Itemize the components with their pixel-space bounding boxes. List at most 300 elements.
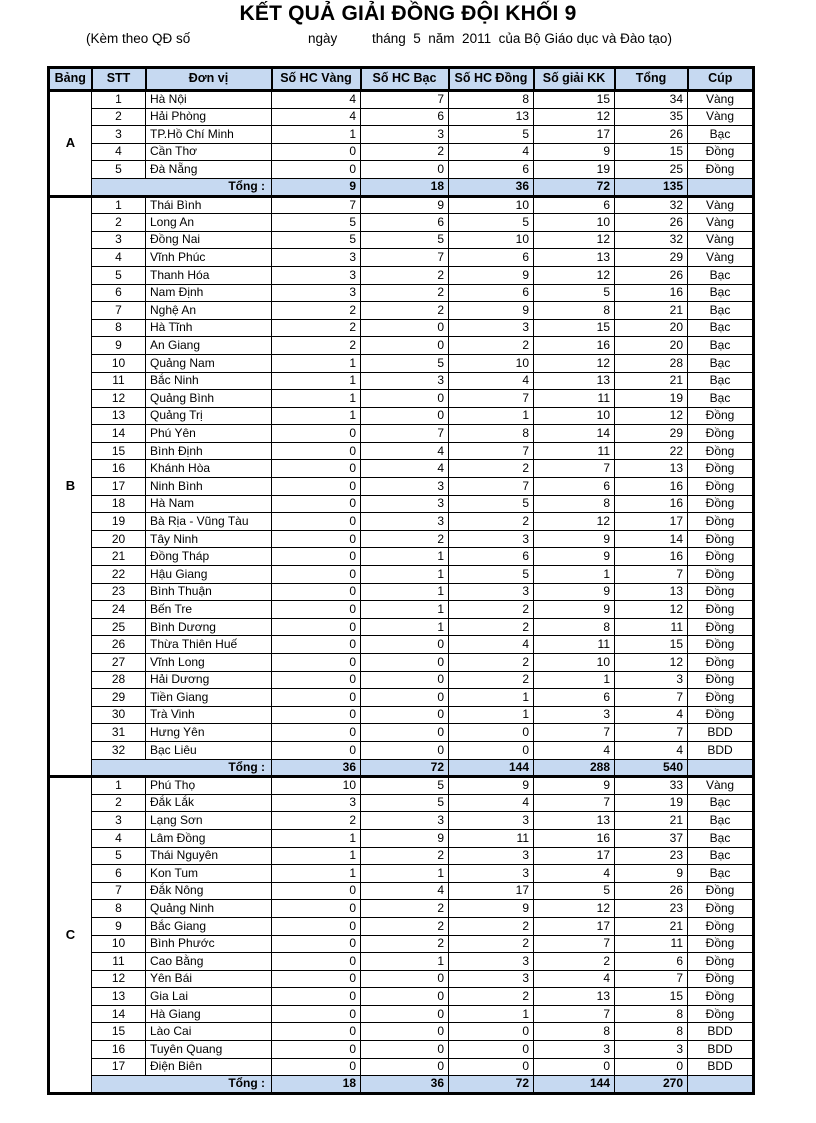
cell-kk: 17 [534,917,615,935]
cell-stt: 11 [92,953,146,971]
table-row-b-21 [49,548,754,566]
total-kk: 288 [534,759,615,777]
cell-gold: 0 [272,900,361,918]
cell-cup: Bạc [688,372,754,390]
cell-cup: Đồng [688,917,754,935]
cell-cup: Đồng [688,161,754,179]
cell-unit: Đắk Lắk [146,794,272,812]
cell-stt: 25 [92,618,146,636]
cell-gold: 0 [272,1005,361,1023]
cell-bronze: 4 [449,143,534,161]
cell-bronze: 2 [449,988,534,1006]
cell-cup: Đồng [688,442,754,460]
cell-kk: 10 [534,214,615,232]
cell-total: 19 [615,390,688,408]
total-bronze: 144 [449,759,534,777]
header-col-bang: Bảng [49,68,92,91]
cell-bronze: 9 [449,900,534,918]
cell-stt: 16 [92,1041,146,1059]
cell-cup: BDD [688,1041,754,1059]
header-col-tong: Tổng [615,68,688,91]
cell-stt: 23 [92,583,146,601]
cell-kk: 13 [534,249,615,267]
cell-gold: 2 [272,337,361,355]
total-bronze: 72 [449,1076,534,1094]
cell-stt: 9 [92,337,146,355]
table-row-b-24 [49,601,754,619]
cell-silver: 0 [361,671,449,689]
table-row-a-4 [49,143,754,161]
cell-silver: 2 [361,284,449,302]
cell-silver: 0 [361,319,449,337]
cell-kk: 7 [534,460,615,478]
header-col-hc-bac: Số HC Bạc [361,68,449,91]
cell-stt: 14 [92,425,146,443]
cell-kk: 0 [534,1058,615,1076]
subtitle-decree-label: (Kèm theo QĐ số [86,31,191,46]
cell-cup: Đồng [688,601,754,619]
cell-bronze: 0 [449,1058,534,1076]
cell-bronze: 13 [449,108,534,126]
cell-gold: 0 [272,706,361,724]
cell-kk: 9 [534,601,615,619]
cell-unit: Hà Tĩnh [146,319,272,337]
cell-bronze: 2 [449,601,534,619]
table-row-a-3 [49,126,754,144]
cell-total: 25 [615,161,688,179]
cell-total: 33 [615,777,688,795]
table-row-a-5 [49,161,754,179]
cell-silver: 0 [361,1023,449,1041]
total-gold: 18 [272,1076,361,1094]
cell-gold: 7 [272,196,361,214]
cell-bronze: 2 [449,460,534,478]
table-row-b-4 [49,249,754,267]
cell-kk: 10 [534,407,615,425]
cell-unit: Tuyên Quang [146,1041,272,1059]
cell-kk: 6 [534,196,615,214]
cell-kk: 9 [534,777,615,795]
cell-silver: 2 [361,847,449,865]
cell-silver: 2 [361,917,449,935]
cell-cup: Đồng [688,988,754,1006]
cell-bronze: 6 [449,249,534,267]
cell-kk: 11 [534,442,615,460]
cell-kk: 5 [534,882,615,900]
table-row-b-31 [49,724,754,742]
table-row-b-32 [49,741,754,759]
cell-silver: 0 [361,689,449,707]
cell-gold: 0 [272,442,361,460]
cell-kk: 2 [534,953,615,971]
cell-stt: 29 [92,689,146,707]
cell-kk: 4 [534,970,615,988]
cell-silver: 2 [361,900,449,918]
cell-bronze: 2 [449,618,534,636]
table-row-c-8 [49,900,754,918]
cell-unit: Thanh Hóa [146,266,272,284]
cell-unit: Quảng Trị [146,407,272,425]
cell-bronze: 10 [449,231,534,249]
cell-kk: 13 [534,372,615,390]
cell-cup: Đồng [688,706,754,724]
cell-stt: 13 [92,988,146,1006]
cell-stt: 12 [92,970,146,988]
cell-silver: 6 [361,108,449,126]
cell-kk: 7 [534,935,615,953]
cell-cup: Bạc [688,354,754,372]
cell-stt: 2 [92,108,146,126]
cell-stt: 15 [92,1023,146,1041]
cell-unit: Vĩnh Phúc [146,249,272,267]
cell-bronze: 8 [449,425,534,443]
cell-total: 4 [615,706,688,724]
header-col-stt: STT [92,68,146,91]
cell-unit: Hải Dương [146,671,272,689]
table-row-c-15 [49,1023,754,1041]
cell-cup: Đồng [688,970,754,988]
table-row-b-10 [49,354,754,372]
cell-bronze: 9 [449,266,534,284]
cell-total: 9 [615,865,688,883]
group-label-a: A [49,91,92,197]
cell-unit: Tiền Giang [146,689,272,707]
cell-bronze: 6 [449,548,534,566]
cell-stt: 8 [92,900,146,918]
cell-total: 29 [615,425,688,443]
header-col-giai-kk: Số giải KK [534,68,615,91]
header-row [49,68,754,91]
cell-unit: Trà Vinh [146,706,272,724]
cell-bronze: 17 [449,882,534,900]
cell-stt: 2 [92,794,146,812]
cell-total: 15 [615,636,688,654]
table-row-b-25 [49,618,754,636]
cell-bronze: 4 [449,636,534,654]
cell-total: 8 [615,1023,688,1041]
cell-unit: Thừa Thiên Huế [146,636,272,654]
cell-bronze: 1 [449,407,534,425]
cell-total: 35 [615,108,688,126]
cell-gold: 0 [272,548,361,566]
cell-bronze: 1 [449,689,534,707]
results-table [47,66,755,1095]
cell-bronze: 3 [449,970,534,988]
cell-bronze: 3 [449,583,534,601]
cell-bronze: 2 [449,917,534,935]
cell-cup: Đồng [688,143,754,161]
table-row-b-17 [49,478,754,496]
cell-stt: 28 [92,671,146,689]
table-row-b-3 [49,231,754,249]
cell-total: 16 [615,284,688,302]
table-row-c-1 [49,777,754,795]
cell-total: 34 [615,91,688,109]
cell-kk: 12 [534,900,615,918]
cell-silver: 1 [361,865,449,883]
cell-unit: Bình Thuận [146,583,272,601]
cell-silver: 2 [361,530,449,548]
cell-gold: 1 [272,865,361,883]
cell-total: 0 [615,1058,688,1076]
cell-gold: 2 [272,319,361,337]
cell-silver: 3 [361,126,449,144]
table-row-b-19 [49,513,754,531]
cell-total: 26 [615,126,688,144]
table-row-b-18 [49,495,754,513]
cell-unit: Hà Nội [146,91,272,109]
cell-kk: 4 [534,865,615,883]
cell-unit: Lâm Đồng [146,829,272,847]
cell-bronze: 5 [449,495,534,513]
cell-cup: Đồng [688,618,754,636]
cell-unit: Ninh Bình [146,478,272,496]
cell-total: 23 [615,847,688,865]
cell-silver: 0 [361,390,449,408]
cell-bronze: 3 [449,530,534,548]
cell-kk: 8 [534,302,615,320]
cell-cup: Bạc [688,794,754,812]
cell-unit: Hải Phòng [146,108,272,126]
cell-gold: 0 [272,935,361,953]
cell-gold: 3 [272,284,361,302]
cell-cup: Đồng [688,935,754,953]
cell-bronze: 7 [449,478,534,496]
cell-unit: Cao Bằng [146,953,272,971]
cell-unit: Yên Bái [146,970,272,988]
cell-cup: Đồng [688,689,754,707]
cell-gold: 0 [272,741,361,759]
cell-silver: 7 [361,91,449,109]
cell-cup: Đồng [688,583,754,601]
cell-stt: 32 [92,741,146,759]
cell-gold: 1 [272,829,361,847]
cell-silver: 0 [361,407,449,425]
cell-kk: 9 [534,530,615,548]
cell-stt: 31 [92,724,146,742]
cell-kk: 9 [534,143,615,161]
header-col-hc-dong: Số HC Đồng [449,68,534,91]
cell-kk: 7 [534,724,615,742]
cell-total: 7 [615,724,688,742]
cell-bronze: 3 [449,865,534,883]
document-title: KẾT QUẢ GIẢI ĐỒNG ĐỘI KHỐI 9 [239,2,577,25]
cell-total: 11 [615,618,688,636]
total-sum: 270 [615,1076,688,1094]
cell-unit: Bình Định [146,442,272,460]
cell-silver: 0 [361,1041,449,1059]
total-sum: 135 [615,178,688,196]
cell-silver: 5 [361,231,449,249]
cell-bronze: 0 [449,1023,534,1041]
cell-silver: 5 [361,777,449,795]
cell-stt: 22 [92,566,146,584]
cell-kk: 12 [534,108,615,126]
cell-cup: Đồng [688,1005,754,1023]
cell-kk: 16 [534,337,615,355]
cell-cup: Đồng [688,671,754,689]
cell-unit: Hậu Giang [146,566,272,584]
table-row-b-27 [49,654,754,672]
subtitle-date-issuer-label: tháng 5 năm 2011 của Bộ Giáo dục và Đào tạo) [372,31,672,46]
cell-cup: Vàng [688,91,754,109]
cell-unit: Quảng Nam [146,354,272,372]
table-row-b-9 [49,337,754,355]
cell-silver: 1 [361,618,449,636]
cell-cup: Đồng [688,407,754,425]
cell-total: 16 [615,548,688,566]
cell-silver: 0 [361,1058,449,1076]
cell-kk: 8 [534,618,615,636]
cell-total: 13 [615,460,688,478]
cell-cup: Bạc [688,126,754,144]
cell-stt: 4 [92,829,146,847]
cell-unit: Lào Cai [146,1023,272,1041]
cell-kk: 14 [534,425,615,443]
cell-silver: 0 [361,724,449,742]
cell-stt: 10 [92,354,146,372]
cell-total: 15 [615,988,688,1006]
table-row-b-15 [49,442,754,460]
table-row-b-8 [49,319,754,337]
cell-stt: 5 [92,161,146,179]
cell-cup: Đồng [688,566,754,584]
cell-kk: 8 [534,495,615,513]
cell-cup: Đồng [688,548,754,566]
cell-unit: Kon Tum [146,865,272,883]
cell-cup: Vàng [688,196,754,214]
table-row-c-16 [49,1041,754,1059]
cell-gold: 4 [272,108,361,126]
total-silver: 18 [361,178,449,196]
cell-total: 6 [615,953,688,971]
cell-kk: 6 [534,478,615,496]
cell-stt: 3 [92,126,146,144]
cell-cup: Bạc [688,337,754,355]
cell-bronze: 10 [449,196,534,214]
cell-bronze: 1 [449,1005,534,1023]
table-row-c-13 [49,988,754,1006]
cell-kk: 12 [534,513,615,531]
cell-gold: 1 [272,372,361,390]
cell-total: 20 [615,319,688,337]
cell-unit: Lạng Sơn [146,812,272,830]
cell-gold: 0 [272,970,361,988]
cell-unit: Cần Thơ [146,143,272,161]
cell-unit: Bình Dương [146,618,272,636]
cell-stt: 24 [92,601,146,619]
cell-total: 12 [615,654,688,672]
cell-silver: 3 [361,372,449,390]
cell-total: 12 [615,407,688,425]
cell-stt: 5 [92,847,146,865]
cell-silver: 0 [361,706,449,724]
cell-stt: 11 [92,372,146,390]
cell-cup: Đồng [688,460,754,478]
cell-silver: 1 [361,548,449,566]
cell-silver: 7 [361,249,449,267]
cell-bronze: 0 [449,1041,534,1059]
cell-cup: BDD [688,1023,754,1041]
cell-total: 32 [615,231,688,249]
cell-unit: Vĩnh Long [146,654,272,672]
subtitle-day-label: ngày [308,31,338,46]
cell-unit: Phú Thọ [146,777,272,795]
group-label-c: C [49,777,92,1094]
table-row-b-5 [49,266,754,284]
cell-total: 21 [615,372,688,390]
cell-cup: Bạc [688,319,754,337]
cell-silver: 5 [361,794,449,812]
cell-bronze: 6 [449,284,534,302]
cell-bronze: 9 [449,777,534,795]
cell-kk: 12 [534,231,615,249]
cell-unit: Bến Tre [146,601,272,619]
table-row-c-3 [49,812,754,830]
cell-kk: 5 [534,284,615,302]
cell-stt: 18 [92,495,146,513]
cell-stt: 15 [92,442,146,460]
cell-total: 22 [615,442,688,460]
cell-stt: 2 [92,214,146,232]
cell-unit: Long An [146,214,272,232]
cell-unit: Bạc Liêu [146,741,272,759]
cell-total: 16 [615,478,688,496]
cell-stt: 1 [92,777,146,795]
cell-unit: Đồng Tháp [146,548,272,566]
total-kk: 72 [534,178,615,196]
cell-cup: BDD [688,724,754,742]
table-body [49,91,754,1094]
cell-gold: 0 [272,460,361,478]
table-row-b-14 [49,425,754,443]
cell-gold: 0 [272,724,361,742]
cell-gold: 3 [272,794,361,812]
cell-stt: 26 [92,636,146,654]
cell-total: 21 [615,302,688,320]
cell-gold: 0 [272,917,361,935]
cell-bronze: 4 [449,794,534,812]
table-row-b-28 [49,671,754,689]
cell-gold: 0 [272,671,361,689]
cell-silver: 7 [361,425,449,443]
cell-total: 7 [615,970,688,988]
cell-silver: 4 [361,460,449,478]
cell-bronze: 5 [449,214,534,232]
cell-total: 26 [615,882,688,900]
total-label: Tổng : [92,1076,272,1094]
cell-stt: 7 [92,302,146,320]
cell-total: 16 [615,495,688,513]
cell-kk: 3 [534,1041,615,1059]
cell-cup: BDD [688,741,754,759]
total-sum: 540 [615,759,688,777]
cell-kk: 1 [534,671,615,689]
table-row-b-23 [49,583,754,601]
cell-cup: Bạc [688,812,754,830]
cell-gold: 0 [272,988,361,1006]
cell-kk: 3 [534,706,615,724]
total-gold: 9 [272,178,361,196]
cell-total: 13 [615,583,688,601]
cell-silver: 0 [361,970,449,988]
cell-silver: 3 [361,495,449,513]
cell-unit: Đà Nẵng [146,161,272,179]
cell-kk: 12 [534,354,615,372]
cell-unit: TP.Hồ Chí Minh [146,126,272,144]
cell-cup: Bạc [688,847,754,865]
cell-stt: 4 [92,249,146,267]
